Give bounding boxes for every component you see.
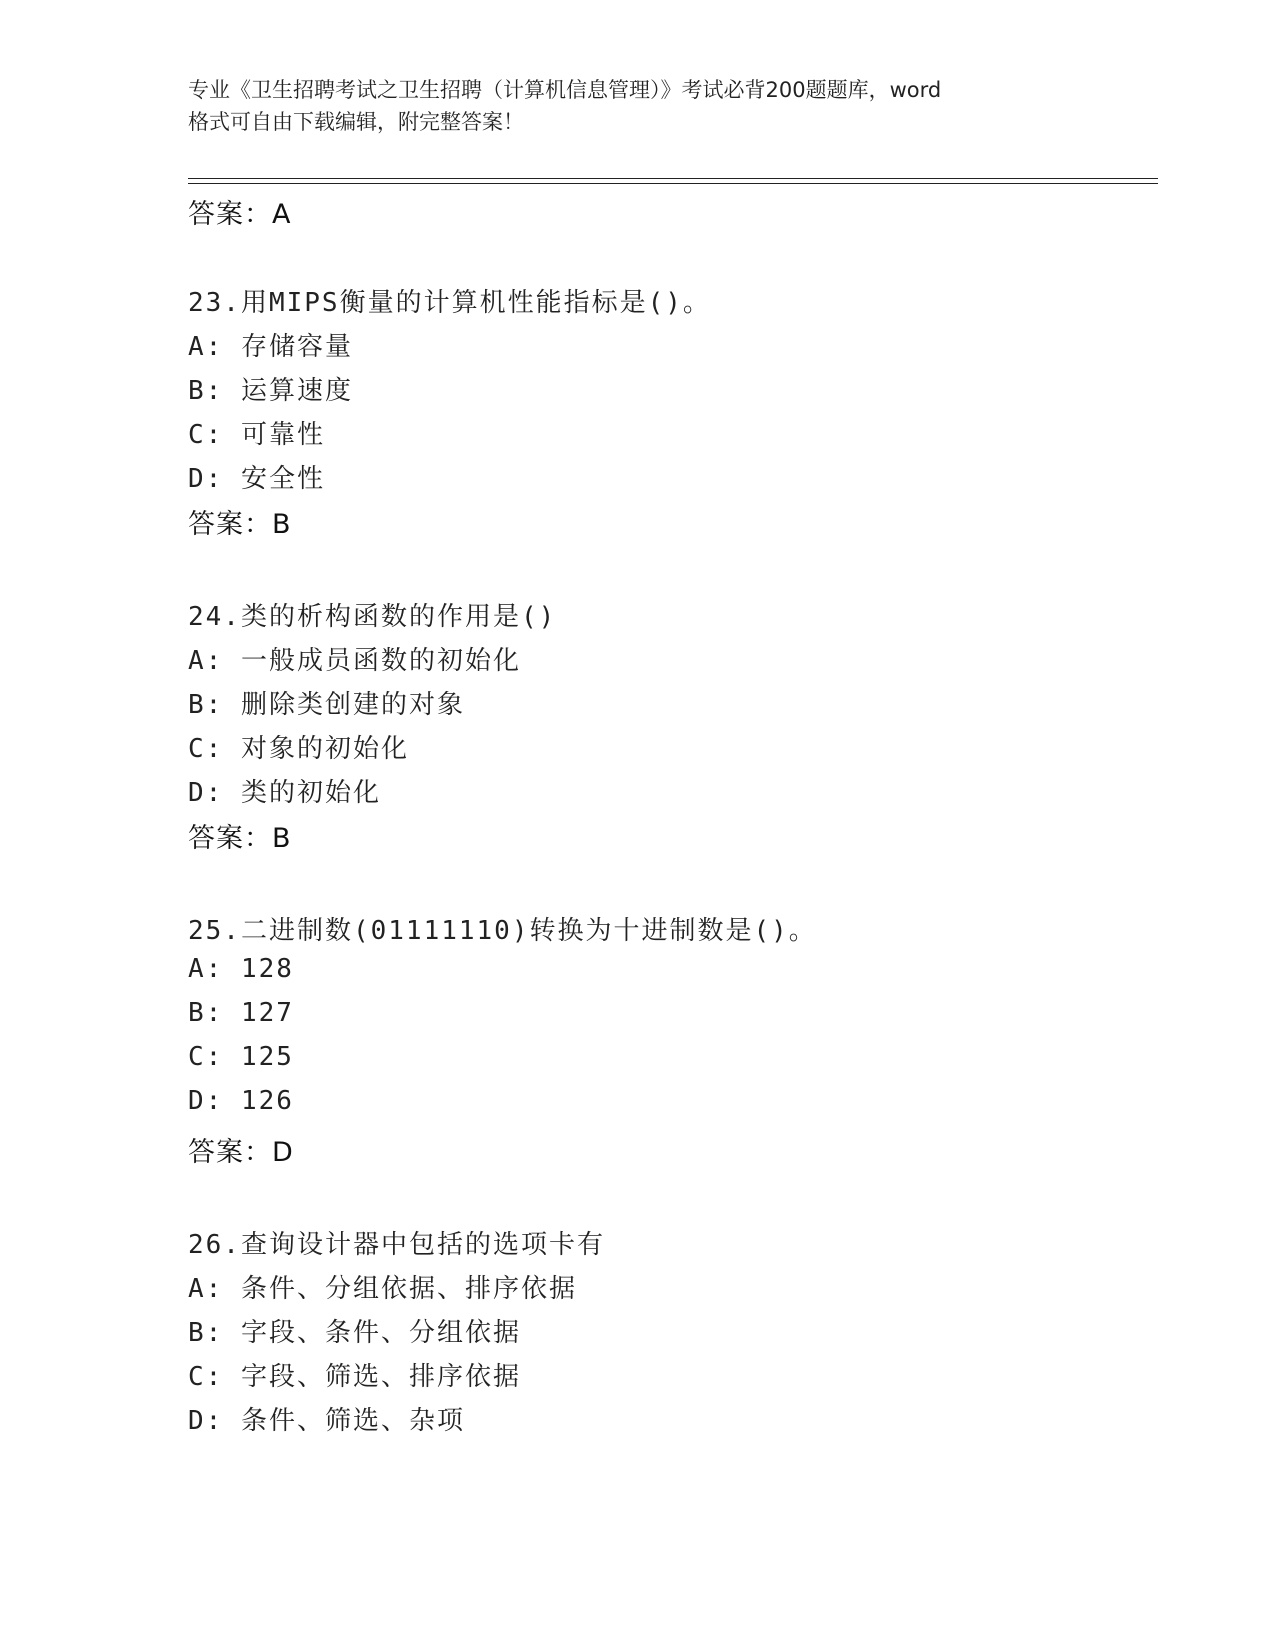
answer-25: 答案：D	[188, 1137, 294, 1168]
answer-22: 答案：A	[188, 199, 292, 230]
document-header	[188, 74, 1088, 138]
question-26: 26.查询设计器中包括的选项卡有	[188, 1230, 605, 1260]
header-line-2: 格式可自由下载编辑，附完整答案！	[188, 110, 524, 134]
option-24-c: C: 对象的初始化	[188, 734, 409, 764]
option-24-d: D: 类的初始化	[188, 778, 381, 808]
option-23-a: A: 存储容量	[188, 332, 353, 362]
question-25: 25.二进制数(01111110)转换为十进制数是()。	[188, 916, 817, 946]
question-23: 23.用MIPS衡量的计算机性能指标是()。	[188, 288, 711, 318]
header-line-1: 专业《卫生招聘考试之卫生招聘（计算机信息管理）》考试必背200题题库，word	[188, 78, 942, 102]
option-26-b: B: 字段、条件、分组依据	[188, 1318, 521, 1348]
option-24-b: B: 删除类创建的对象	[188, 690, 465, 720]
option-26-d: D: 条件、筛选、杂项	[188, 1406, 465, 1436]
option-26-c: C: 字段、筛选、排序依据	[188, 1362, 521, 1392]
answer-24: 答案：B	[188, 823, 292, 854]
option-23-c: C: 可靠性	[188, 420, 325, 450]
option-23-d: D: 安全性	[188, 464, 325, 494]
option-25-d: D: 126	[188, 1086, 294, 1116]
header-divider-top	[188, 178, 1158, 179]
option-25-b: B: 127	[188, 998, 294, 1028]
option-25-c: C: 125	[188, 1042, 294, 1072]
option-24-a: A: 一般成员函数的初始化	[188, 646, 521, 676]
option-23-b: B: 运算速度	[188, 376, 353, 406]
header-divider-bottom	[188, 183, 1158, 184]
question-24: 24.类的析构函数的作用是()	[188, 602, 557, 632]
answer-23: 答案：B	[188, 509, 292, 540]
option-25-a: A: 128	[188, 954, 294, 984]
option-26-a: A: 条件、分组依据、排序依据	[188, 1274, 577, 1304]
